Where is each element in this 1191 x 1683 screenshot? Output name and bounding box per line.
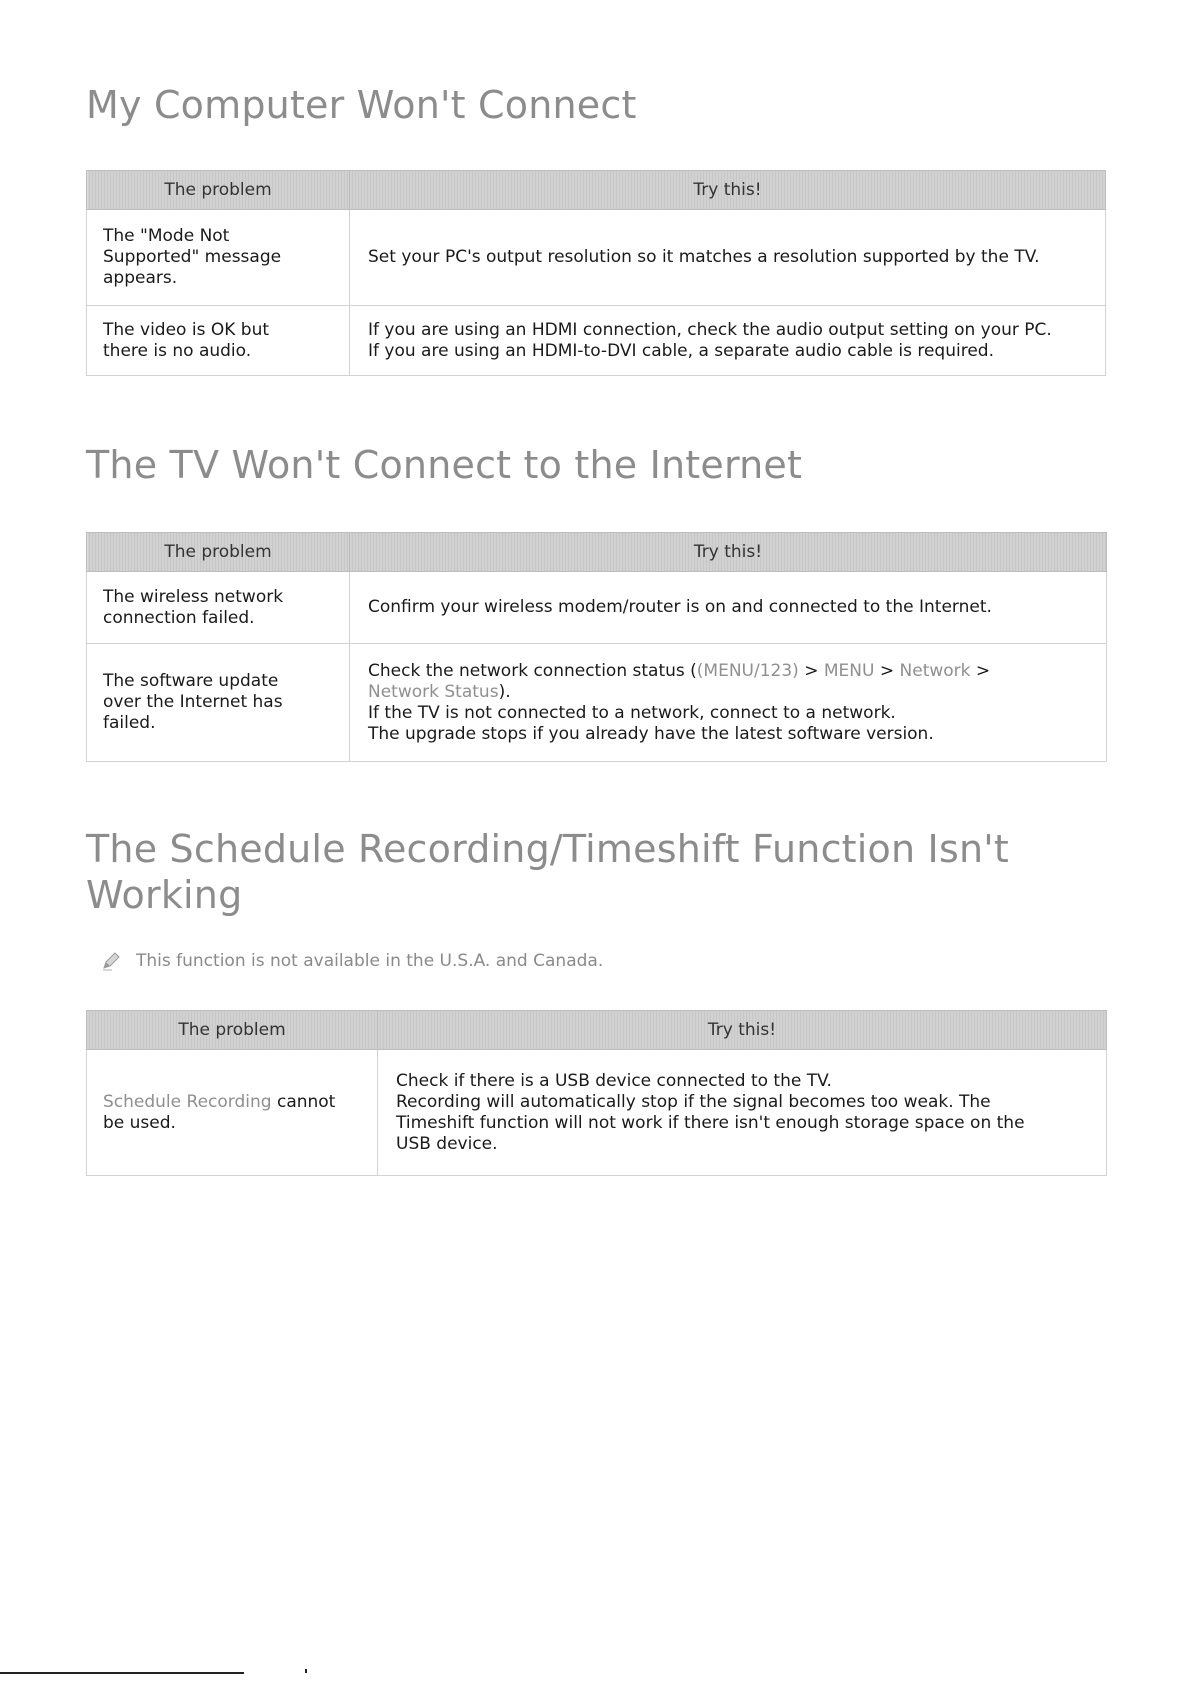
- solution-cell: [378, 1050, 1107, 1176]
- table-row: [87, 1050, 1107, 1176]
- footer-mark: [305, 1669, 307, 1673]
- table-row: [87, 210, 1106, 306]
- solution-cell: [350, 210, 1106, 306]
- header-try-this: Try this!: [350, 533, 1107, 572]
- pencil-icon: [100, 950, 122, 972]
- menu-separator: >: [874, 660, 900, 681]
- solution-line: [368, 682, 1088, 703]
- problem-line: failed.: [103, 713, 156, 733]
- solution-line: Timeshift function will not work if there isn't enough storage space on the: [396, 1112, 1025, 1133]
- problem-line: there is no audio.: [103, 340, 252, 361]
- problem-line: The video is OK but: [103, 319, 270, 340]
- note: [100, 950, 603, 972]
- solution-line: If you are using an HDMI connection, check the audio output setting on your PC.: [368, 319, 1052, 340]
- feature-name: Schedule Recording: [103, 1091, 272, 1112]
- section-title-schedule: [86, 826, 1009, 918]
- problem-line: over the Internet has: [103, 692, 283, 712]
- problem-line: The software update: [103, 671, 279, 691]
- solution-text: ).: [498, 681, 511, 702]
- solution-cell: [350, 644, 1107, 762]
- solution-cell: [350, 572, 1107, 644]
- problem-line: [103, 1092, 359, 1113]
- header-problem: The problem: [87, 1011, 378, 1050]
- table-row: [87, 572, 1107, 644]
- menu-path-menu: MENU: [823, 660, 875, 681]
- table-row: [87, 644, 1107, 762]
- solution-line: USB device.: [396, 1133, 498, 1154]
- problem-cell: [87, 210, 350, 306]
- table-computer: [86, 170, 1106, 376]
- problem-line: connection failed.: [103, 607, 255, 628]
- table-internet: [86, 532, 1107, 762]
- header-problem: The problem: [87, 171, 350, 210]
- problem-cell: [87, 644, 350, 762]
- problem-cell: [87, 1050, 378, 1176]
- problem-text: cannot: [271, 1091, 336, 1112]
- problem-line: The wireless network: [103, 586, 284, 607]
- menu-separator: >: [798, 660, 824, 681]
- problem-line: be used.: [103, 1112, 176, 1133]
- note-text: This function is not available in the U.S.A. and Canada.: [136, 951, 604, 971]
- problem-cell: [87, 306, 350, 376]
- footer-rule: [0, 1672, 244, 1674]
- section-title-internet: The TV Won't Connect to the Internet: [86, 443, 803, 487]
- solution-line: The upgrade stops if you already have the latest software version.: [368, 723, 934, 744]
- solution-line: [368, 661, 1088, 682]
- table-schedule: [86, 1010, 1107, 1176]
- problem-line: Supported" message: [103, 247, 282, 267]
- table-row: [87, 306, 1106, 376]
- solution-text: Check the network connection status (: [368, 660, 697, 681]
- solution-line: Recording will automatically stop if the signal becomes too weak. The: [396, 1091, 991, 1112]
- solution-line: If the TV is not connected to a network, connect to a network.: [368, 702, 896, 723]
- section-title-line: The Schedule Recording/Timeshift Function Isn't: [86, 827, 1009, 871]
- problem-cell: [87, 572, 350, 644]
- solution-line: Check if there is a USB device connected to the TV.: [396, 1070, 832, 1091]
- menu-path-remote: (MENU/123): [696, 660, 799, 681]
- header-try-this: Try this!: [378, 1011, 1107, 1050]
- header-try-this: Try this!: [350, 171, 1106, 210]
- menu-separator: >: [970, 660, 991, 681]
- section-title-computer: My Computer Won't Connect: [86, 83, 637, 127]
- section-title-line: Working: [86, 873, 243, 917]
- solution-cell: [350, 306, 1106, 376]
- problem-line: The "Mode Not: [103, 226, 230, 246]
- menu-path-network: Network: [899, 660, 971, 681]
- problem-line: appears.: [103, 268, 178, 288]
- solution-line: If you are using an HDMI-to-DVI cable, a separate audio cable is required.: [368, 340, 994, 361]
- solution-line: Confirm your wireless modem/router is on and connected to the Internet.: [368, 597, 992, 617]
- menu-path-network-status: Network Status: [368, 681, 499, 702]
- header-problem: The problem: [87, 533, 350, 572]
- solution-line: Set your PC's output resolution so it matches a resolution supported by the TV.: [368, 247, 1040, 267]
